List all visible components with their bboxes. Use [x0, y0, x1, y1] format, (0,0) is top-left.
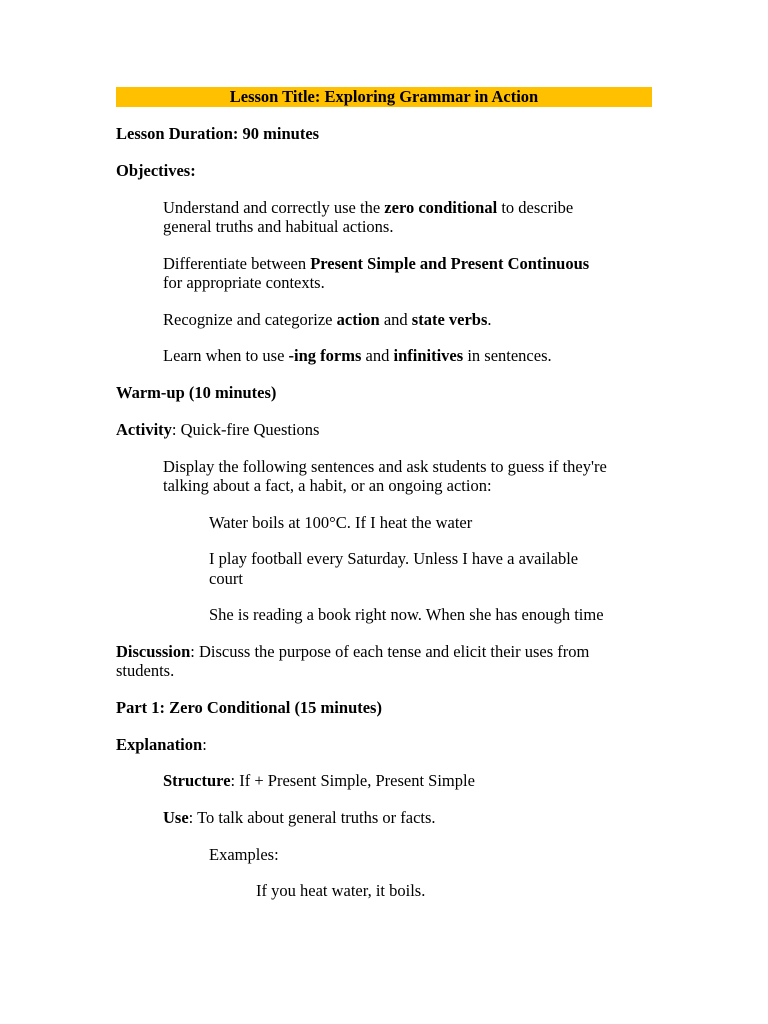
part1-heading: [116, 698, 382, 718]
explanation-text: :: [202, 735, 207, 754]
discussion-label: Discussion: [116, 642, 191, 661]
activity-label: Activity: [116, 420, 172, 439]
explanation-label: Explanation: [116, 735, 203, 754]
lesson-duration-text: Lesson Duration: 90 minutes: [116, 124, 320, 143]
objective-1-text-c: to describe: [497, 198, 574, 217]
warmup-heading: [116, 383, 276, 403]
display-instructions-line-1: Display the following sentences and ask students to guess if they're: [163, 457, 607, 476]
lesson-duration: [116, 124, 319, 144]
objective-3-text-a: Recognize and categorize: [163, 310, 337, 329]
lesson-title: Lesson Title: Exploring Grammar in Action: [116, 87, 652, 107]
explanation-line: [116, 735, 207, 755]
structure-text: : If + Present Simple, Present Simple: [230, 771, 475, 790]
part1-heading-text: Part 1: Zero Conditional (15 minutes): [116, 698, 382, 717]
objective-1-line-2: general truths and habitual actions.: [163, 217, 394, 236]
objective-4-bold-infinitives: infinitives: [393, 346, 464, 365]
structure-label: Structure: [163, 771, 231, 790]
sentence-3: She is reading a book right now. When she has enough time: [209, 605, 604, 624]
objective-4: [163, 346, 552, 366]
objective-2-bold: Present Simple and Present Continuous: [310, 254, 590, 273]
discussion-text: : Discuss the purpose of each tense and elicit their uses from: [190, 642, 590, 661]
objective-3: [163, 310, 492, 330]
objectives-heading: [116, 161, 196, 181]
structure-line: [163, 771, 475, 791]
use-line: [163, 808, 436, 828]
examples-heading: Examples:: [209, 845, 279, 864]
discussion-line-1: [116, 642, 589, 662]
objective-3-bold-action: action: [336, 310, 380, 329]
objective-4-bold-ing: -ing forms: [288, 346, 362, 365]
objective-3-bold-state: state verbs: [411, 310, 488, 329]
activity-text: : Quick-fire Questions: [171, 420, 320, 439]
objective-2-text-a: Differentiate between: [163, 254, 311, 273]
objective-2-line-2: for appropriate contexts.: [163, 273, 325, 292]
objective-4-text-a: Learn when to use: [163, 346, 289, 365]
display-instructions-line-2: talking about a fact, a habit, or an ongoing action:: [163, 476, 492, 495]
objective-4-text-c: and: [361, 346, 394, 365]
objective-3-text-e: .: [487, 310, 492, 329]
objective-1-line-1: [163, 198, 573, 218]
objective-1-bold: zero conditional: [384, 198, 498, 217]
example-1: If you heat water, it boils.: [256, 881, 426, 900]
objective-1-text-a: Understand and correctly use the: [163, 198, 385, 217]
objective-4-text-e: in sentences.: [463, 346, 552, 365]
objectives-heading-text: Objectives:: [116, 161, 196, 180]
sentence-2-line-1: I play football every Saturday. Unless I have a available: [209, 549, 579, 568]
objective-2-line-1: [163, 254, 589, 274]
sentence-1: Water boils at 100°C. If I heat the water: [209, 513, 473, 532]
warmup-heading-text: Warm-up (10 minutes): [116, 383, 277, 402]
sentence-2-line-2: court: [209, 569, 243, 588]
objective-3-text-c: and: [379, 310, 412, 329]
use-label: Use: [163, 808, 189, 827]
discussion-line-2: students.: [116, 661, 175, 680]
use-text: : To talk about general truths or facts.: [188, 808, 436, 827]
activity-line: [116, 420, 319, 440]
